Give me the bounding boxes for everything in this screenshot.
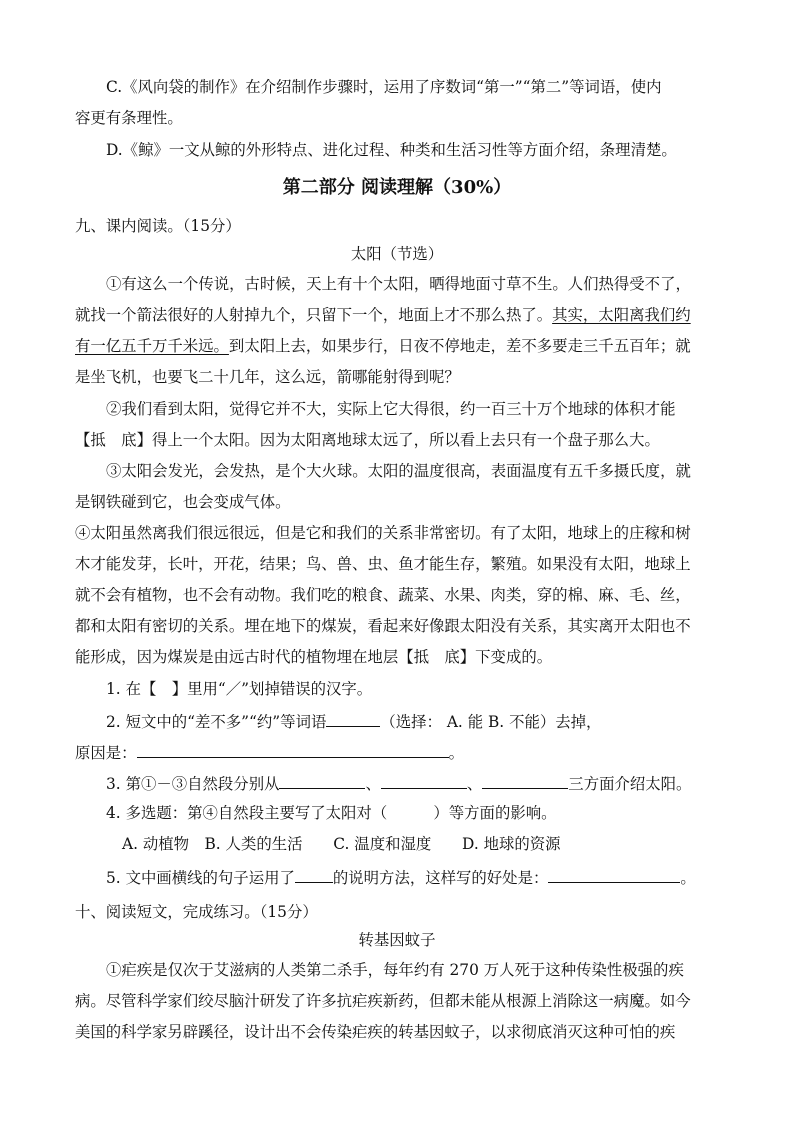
- passage-title-sun: 太阳（节选）: [350, 245, 444, 263]
- paragraph-2-line-2: 【抵 底】得上一个太阳。因为太阳离地球太远了，所以看上去只有一个盘子那么大。: [75, 431, 660, 449]
- question-5-text-2: 的说明方法，这样写的好处是：: [332, 869, 549, 887]
- part-two-heading: 第二部分 阅读理解（30%）: [282, 177, 512, 198]
- question-2-choice: （选择： A. 能 B. 不能）去掉，: [380, 713, 602, 731]
- paragraph-2-line-1: ②我们看到太阳，觉得它并不大，实际上它大得很，约一百三十万个地球的体积才能: [106, 400, 676, 418]
- underlined-sentence-part-1: 其实，太阳离我们约: [552, 306, 691, 324]
- mosquito-line-2: 病。尽管科学家们绞尽脑汁研发了许多抗疟疾新药，但都未能从根源上消除这一病魔。如今: [75, 992, 691, 1010]
- answer-blank[interactable]: [326, 710, 380, 727]
- question-4: 4. 多选题：第④自然段主要写了太阳对（ ）等方面的影响。: [106, 804, 557, 822]
- question-2-line-1: [106, 710, 601, 732]
- mosquito-line-3: 美国的科学家另辟蹊径，设计出不会传染疟疾的转基因蚊子，以求彻底消灭这种可怕的疾: [75, 1023, 676, 1041]
- question-2-reason-label: 原因是：: [75, 744, 137, 762]
- question-2-text: 2. 短文中的“差不多”“约”等词语: [106, 713, 327, 731]
- paragraph-4-line-3: 就不会有植物，也不会有动物。我们吃的粮食、蔬菜、水果、肉类，穿的棉、麻、毛、丝，: [75, 586, 691, 604]
- paragraph-3-line-1: ③太阳会发光，会发热，是个大火球。太阳的温度很高，表面温度有五千多摄氏度，就: [106, 462, 691, 480]
- period: 。: [680, 869, 696, 887]
- paragraph-4-line-2: 木才能发芽，长叶，开花，结果；鸟、兽、虫、鱼才能生存，繁殖。如果没有太阳，地球上: [75, 555, 691, 573]
- answer-blank[interactable]: [548, 866, 680, 883]
- section-nine-title: 九、课内阅读。（15分）: [75, 217, 241, 235]
- question-5: [106, 866, 696, 888]
- question-4-options: A. 动植物 B. 人类的生活 C. 温度和湿度 D. 地球的资源: [122, 835, 561, 853]
- question-5-text: 5. 文中画横线的句子运用了: [106, 869, 295, 887]
- paragraph-1-line-1: ①有这么一个传说，古时候，天上有十个太阳，晒得地面寸草不生。人们热得受不了，: [106, 275, 691, 293]
- paragraph-1-text: 到太阳上去，如果步行，日夜不停地走，差不多要走三千五百年；就: [228, 337, 691, 355]
- choice-c-line-1: C.《风向袋的制作》在介绍制作步骤时，运用了序数词“第一”“第二”等词语，使内: [106, 78, 662, 96]
- paragraph-1-line-3: [75, 336, 691, 356]
- separator: 、: [365, 775, 381, 793]
- question-2-line-2: [75, 741, 464, 763]
- period: 。: [448, 744, 464, 762]
- answer-blank[interactable]: [381, 772, 467, 789]
- answer-blank[interactable]: [482, 772, 568, 789]
- choice-d-line: D.《鲸》一文从鲸的外形特点、进化过程、种类和生活习性等方面介绍，条理清楚。: [106, 141, 677, 159]
- question-3-text: 3. 第①－③自然段分别从: [106, 775, 280, 793]
- paragraph-1-line-4: 是坐飞机，也要飞二十几年，这么远，箭哪能射得到呢？: [75, 368, 460, 386]
- paragraph-3-line-2: 是钢铁碰到它，也会变成气体。: [75, 493, 291, 511]
- passage-title-mosquito: 转基因蚊子: [358, 931, 436, 949]
- underlined-sentence-part-2: 有一亿五千万千米远。: [75, 337, 229, 355]
- section-ten-title: 十、阅读短文，完成练习。（15分）: [75, 903, 318, 921]
- paragraph-4-line-5: 能形成，因为煤炭是由远古时代的植物埋在地层【抵 底】下变成的。: [75, 648, 553, 666]
- paragraph-4-line-1: ④太阳虽然离我们很远很远，但是它和我们的关系非常密切。有了太阳，地球上的庄稼和树: [75, 524, 691, 542]
- answer-blank[interactable]: [137, 741, 449, 758]
- paragraph-1-line-2: [75, 305, 691, 325]
- answer-blank[interactable]: [295, 866, 333, 883]
- paragraph-4-line-4: 都和太阳有密切的关系。埋在地下的煤炭，看起来好像跟太阳没有关系，其实离开太阳也不: [75, 617, 691, 635]
- question-1: 1. 在【 】里用“／”划掉错误的汉字。: [106, 680, 373, 698]
- answer-blank[interactable]: [279, 772, 365, 789]
- question-3: [106, 772, 691, 794]
- separator: 、: [466, 775, 483, 793]
- mosquito-line-1: ①疟疾是仅次于艾滋病的人类第二杀手，每年约有 270 万人死于这种传染性极强的疾: [106, 961, 684, 979]
- paragraph-1-text: 就找一个箭法很好的人射掉九个，只留下一个，地面上才不那么热了。: [75, 306, 553, 324]
- question-3-end: 三方面介绍太阳。: [568, 775, 692, 793]
- choice-c-line-2: 容更有条理性。: [75, 109, 183, 127]
